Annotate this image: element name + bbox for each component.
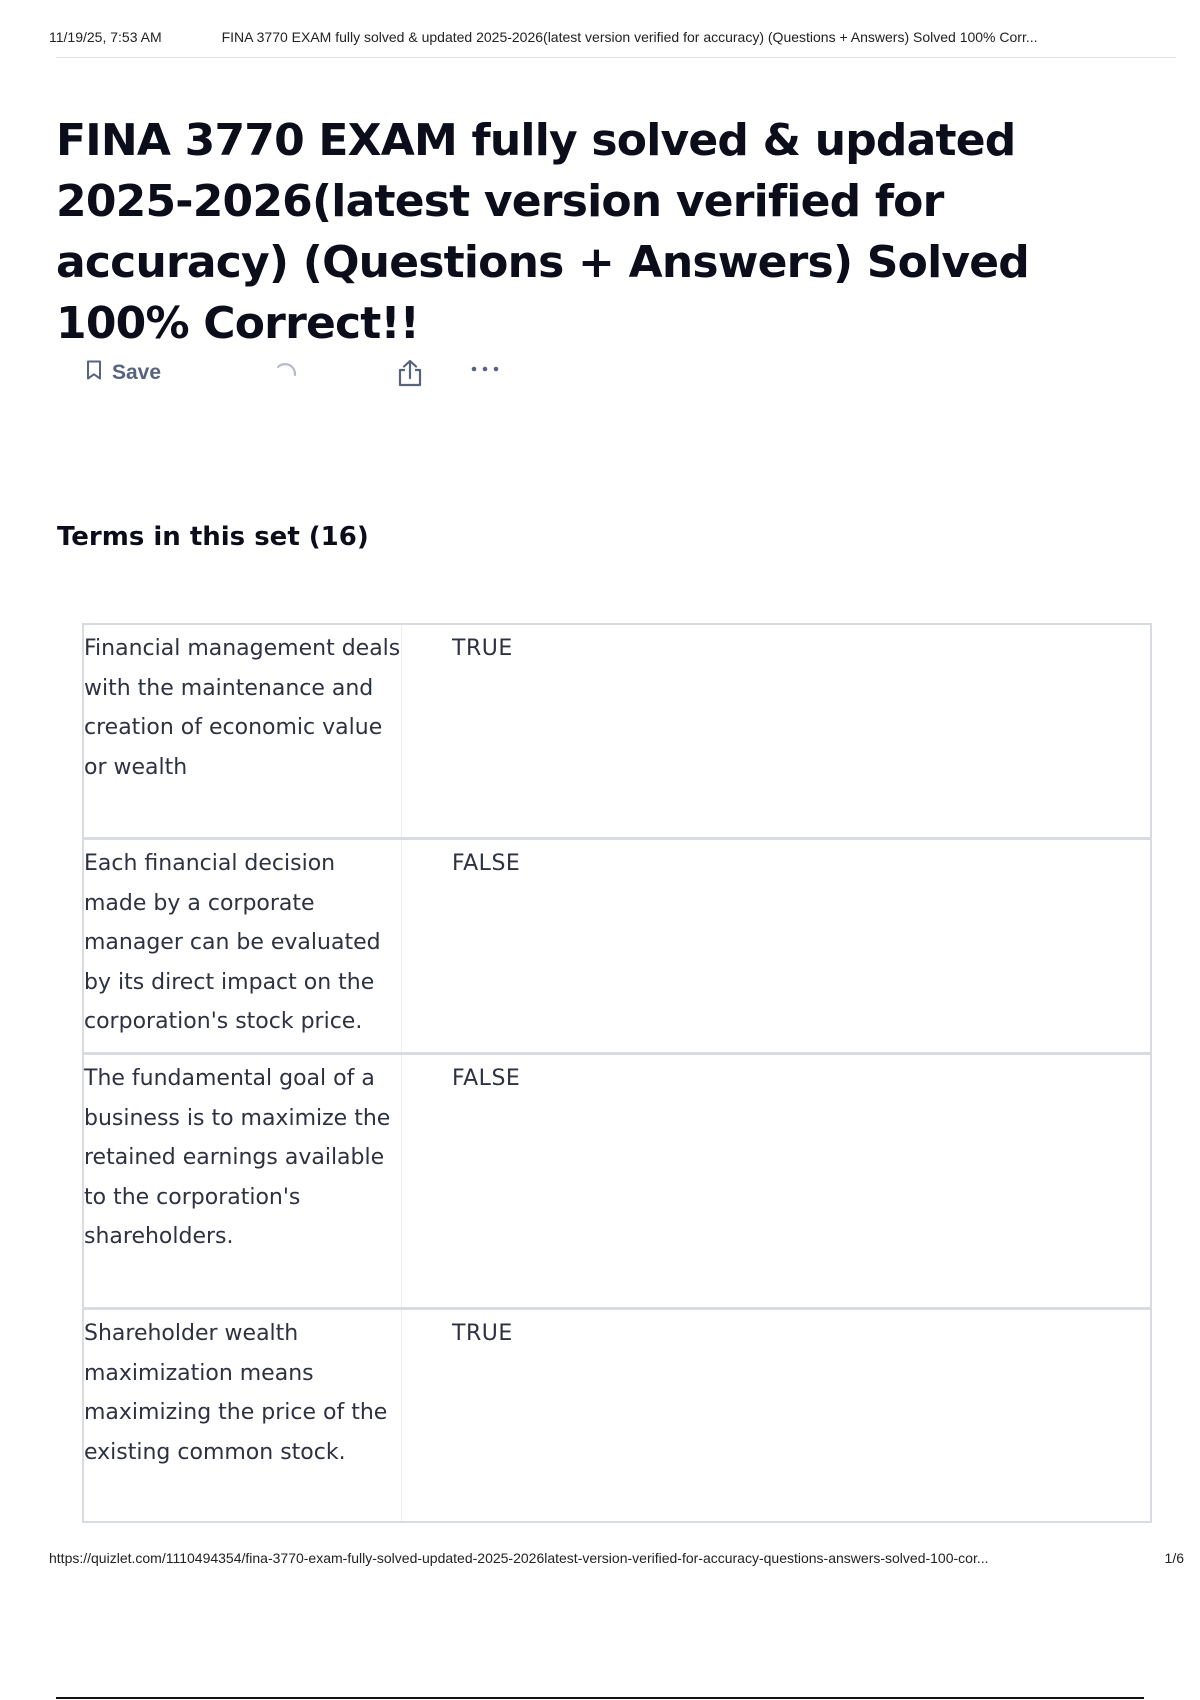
- loading-spinner-icon: [274, 362, 298, 386]
- print-header: [49, 29, 1179, 45]
- page-title: FINA 3770 EXAM fully solved & updated 2025-2026(latest version verified for accuracy) (Questions + Answers) Solved 100% Correct!!: [56, 115, 1029, 349]
- term-row: [82, 623, 1152, 839]
- more-options-icon: [470, 360, 500, 378]
- print-datetime: 11/19/25, 7:53 AM: [49, 29, 162, 45]
- page-bottom-divider: [56, 1697, 1144, 1699]
- save-label: Save: [112, 361, 162, 384]
- share-button[interactable]: [396, 358, 424, 393]
- term-answer: FALSE: [452, 851, 521, 876]
- print-url: https://quizlet.com/1110494354/fina-3770-exam-fully-solved-updated-2025-2026latest-version-verified-for-accuracy-questions-answers-solved-100-cor...: [49, 1550, 989, 1566]
- term-answer: TRUE: [452, 636, 513, 661]
- term-answer: TRUE: [452, 1321, 513, 1346]
- term-answer: FALSE: [452, 1066, 521, 1091]
- bookmark-icon: [86, 360, 102, 386]
- term-question: The fundamental goal of a business is to maximize the retained earnings available to the corporation's shareholders.: [84, 1055, 402, 1307]
- share-icon: [396, 358, 424, 393]
- print-footer: [49, 1550, 1184, 1566]
- page-indicator: 1/6: [1164, 1550, 1184, 1566]
- header-divider: [56, 57, 1176, 58]
- more-options-button[interactable]: [470, 360, 500, 378]
- term-question: Financial management deals with the maintenance and creation of economic value or wealth: [84, 625, 402, 837]
- terms-list: [82, 623, 1152, 1523]
- terms-section-title: Terms in this set (16): [57, 522, 369, 552]
- term-question: Shareholder wealth maximization means maximizing the price of the existing common stock.: [84, 1310, 402, 1521]
- term-question: Each financial decision made by a corporate manager can be evaluated by its direct impact on the corporation's stock price.: [84, 840, 402, 1052]
- term-row: [82, 839, 1152, 1054]
- term-row: [82, 1309, 1152, 1523]
- print-title: FINA 3770 EXAM fully solved & updated 2025-2026(latest version verified for accuracy) (Questions + Answers) Solved 100% Corr...: [221, 29, 1038, 45]
- save-button[interactable]: [86, 360, 161, 386]
- set-toolbar: [86, 360, 526, 390]
- term-row: [82, 1054, 1152, 1309]
